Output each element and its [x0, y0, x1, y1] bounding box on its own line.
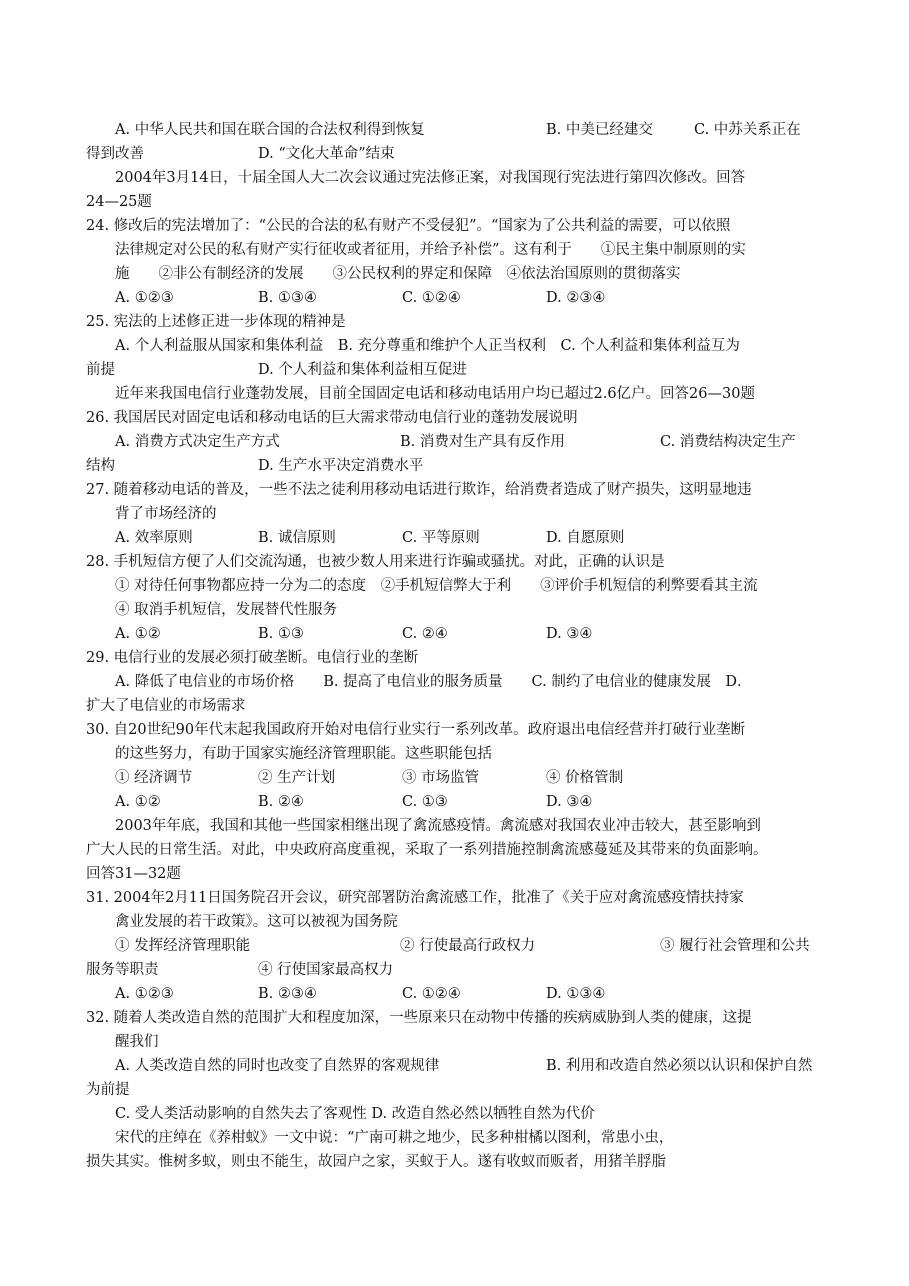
q31-statement-4: ④ 行使国家最高权力 — [258, 962, 394, 978]
q30-statement-1: ① 经济调节 — [115, 770, 193, 786]
q31-stem: 31. 2004年2月11日国务院召开会议，研究部署防治禽流感工作，批准了《关于应对禽流感疫情扶持家 — [86, 890, 744, 906]
q28-option-c: C. ②④ — [402, 626, 448, 642]
q31-option-a: A. ①②③ — [115, 986, 174, 1002]
q24-stem-cont-1: 法律规定对公民的私有财产实行征收或者征用，并给予补偿”。这有利于 ①民主集中制原则的实 — [115, 242, 746, 258]
q32-option-b-cont: 为前提 — [86, 1082, 130, 1098]
q27-option-b: B. 诚信原则 — [258, 530, 336, 546]
passage-constitution: 2004年3月14日，十届全国人大二次会议通过宪法修正案，对我国现行宪法进行第四次修改。回答 — [115, 170, 746, 186]
q30-stem: 30. 自20世纪90年代末起我国政府开始对电信行业实行一系列改革。政府退出电信经营并打破行业垄断 — [86, 722, 746, 738]
q27-stem-cont: 背了市场经济的 — [115, 506, 217, 522]
q30-option-d: D. ③④ — [546, 794, 593, 810]
q24-stem: 24. 修改后的宪法增加了：“公民的合法的私有财产不受侵犯”。“国家为了公共利益的需要，可以依照 — [86, 218, 731, 234]
q30-statement-4: ④ 价格管制 — [546, 770, 624, 786]
q30-statement-2: ② 生产计划 — [258, 770, 336, 786]
q23-option-d: D. “文化大革命”结束 — [258, 146, 395, 162]
q31-statement-2: ② 行使最高行政权力 — [400, 938, 536, 954]
q25-options: A. 个人利益服从国家和集体利益 B. 充分尊重和维护个人正当权利 C. 个人利益和集体利益互为 — [115, 338, 740, 354]
q28-statements-1: ① 对待任何事物都应持一分为二的态度 ②手机短信弊大于利 ③评价手机短信的利弊要看其主流 — [115, 578, 758, 594]
q23-option-a: A. 中华人民共和国在联合国的合法权利得到恢复 — [115, 122, 425, 138]
q26-option-d: D. 生产水平决定消费水平 — [258, 458, 424, 474]
q26-option-c-cont: 结构 — [86, 458, 115, 474]
q25-option-d: D. 个人利益和集体利益相互促进 — [258, 362, 467, 378]
passage-citrus-ants: 宋代的庄绰在《养柑蚁》一文中说：“广南可耕之地少，民多种柑橘以图利，常患小虫， — [115, 1130, 674, 1146]
q30-option-a: A. ①② — [115, 794, 161, 810]
q30-statement-3: ③ 市场监管 — [402, 770, 480, 786]
q31-statement-3-cont: 服务等职责 — [86, 962, 159, 978]
q24-option-b: B. ①③④ — [258, 290, 317, 306]
q27-stem: 27. 随着移动电话的普及，一些不法之徒利用移动电话进行欺诈，给消费者造成了财产损失，这明显地违 — [86, 482, 752, 498]
q25-options-cont: 前提 — [86, 362, 115, 378]
q23-option-c: C. 中苏关系正在 — [694, 122, 801, 138]
q27-option-d: D. 自愿原则 — [546, 530, 625, 546]
q27-option-c: C. 平等原则 — [402, 530, 480, 546]
passage-avian-flu: 2003年年底，我国和其他一些国家相继出现了禽流感疫情。禽流感对我国农业冲击较大，甚至影响到 — [115, 818, 761, 834]
q30-option-b: B. ②④ — [258, 794, 304, 810]
q24-option-a: A. ①②③ — [115, 290, 174, 306]
q31-option-d: D. ①③④ — [546, 986, 606, 1002]
q31-option-c: C. ①②④ — [402, 986, 461, 1002]
q26-option-a: A. 消费方式决定生产方式 — [115, 434, 280, 450]
q24-option-d: D. ②③④ — [546, 290, 606, 306]
q23-option-c-cont: 得到改善 — [86, 146, 144, 162]
q32-option-b: B. 利用和改造自然必须以认识和保护自然 — [546, 1058, 813, 1074]
q30-option-c: C. ①③ — [402, 794, 448, 810]
passage-avian-flu-cont-2: 回答31—32题 — [86, 866, 181, 882]
q28-option-a: A. ①② — [115, 626, 161, 642]
passage-telecom: 近年来我国电信行业蓬勃发展，目前全国固定电话和移动电话用户均已超过2.6亿户。回答26—30题 — [115, 386, 755, 402]
q32-options-cd: C. 受人类活动影响的自然失去了客观性 D. 改造自然必然以牺牲自然为代价 — [115, 1106, 595, 1122]
q25-stem: 25. 宪法的上述修正进一步体现的精神是 — [86, 314, 346, 330]
q31-statement-3: ③ 履行社会管理和公共 — [660, 938, 810, 954]
q30-stem-cont: 的这些努力，有助于国家实施经济管理职能。这些职能包括 — [115, 746, 492, 762]
q26-option-b: B. 消费对生产具有反作用 — [400, 434, 565, 450]
q29-options-cont: 扩大了电信业的市场需求 — [86, 698, 246, 714]
q24-stem-cont-2: 施 ②非公有制经济的发展 ③公民权利的界定和保障 ④依法治国原则的贯彻落实 — [115, 266, 681, 282]
q32-option-a: A. 人类改造自然的同时也改变了自然界的客观规律 — [115, 1058, 440, 1074]
q29-stem: 29. 电信行业的发展必须打破垄断。电信行业的垄断 — [86, 650, 419, 666]
passage-avian-flu-cont-1: 广大人民的日常生活。对此，中央政府高度重视，采取了一系列措施控制禽流感蔓延及其带来的负面影响。 — [86, 842, 768, 858]
q28-stem: 28. 手机短信方便了人们交流沟通，也被少数人用来进行诈骗或骚扰。对此，正确的认识是 — [86, 554, 665, 570]
q28-option-b: B. ①③ — [258, 626, 304, 642]
q29-options: A. 降低了电信业的市场价格 B. 提高了电信业的服务质量 C. 制约了电信业的健康发展 D． — [115, 674, 752, 690]
q26-stem: 26. 我国居民对固定电话和移动电话的巨大需求带动电信行业的蓬勃发展说明 — [86, 410, 578, 426]
q32-stem-cont: 醒我们 — [115, 1034, 159, 1050]
q27-option-a: A. 效率原则 — [115, 530, 193, 546]
passage-constitution-cont: 24—25题 — [86, 194, 152, 210]
q31-statement-1: ① 发挥经济管理职能 — [115, 938, 251, 954]
q24-option-c: C. ①②④ — [402, 290, 461, 306]
q31-stem-cont: 禽业发展的若干政策》。这可以被视为国务院 — [115, 914, 398, 930]
q23-option-b: B. 中美已经建交 — [546, 122, 653, 138]
q31-option-b: B. ②③④ — [258, 986, 317, 1002]
q26-option-c: C. 消费结构决定生产 — [660, 434, 796, 450]
q32-stem: 32. 随着人类改造自然的范围扩大和程度加深，一些原来只在动物中传播的疾病威胁到人类的健康，这提 — [86, 1010, 752, 1026]
q28-option-d: D. ③④ — [546, 626, 593, 642]
passage-citrus-ants-cont: 损失其实。惟树多蚁，则虫不能生，故园户之家，买蚁于人。遂有收蚁而贩者，用猪羊脬脂 — [86, 1154, 666, 1170]
q28-statements-2: ④ 取消手机短信，发展替代性服务 — [115, 602, 338, 618]
